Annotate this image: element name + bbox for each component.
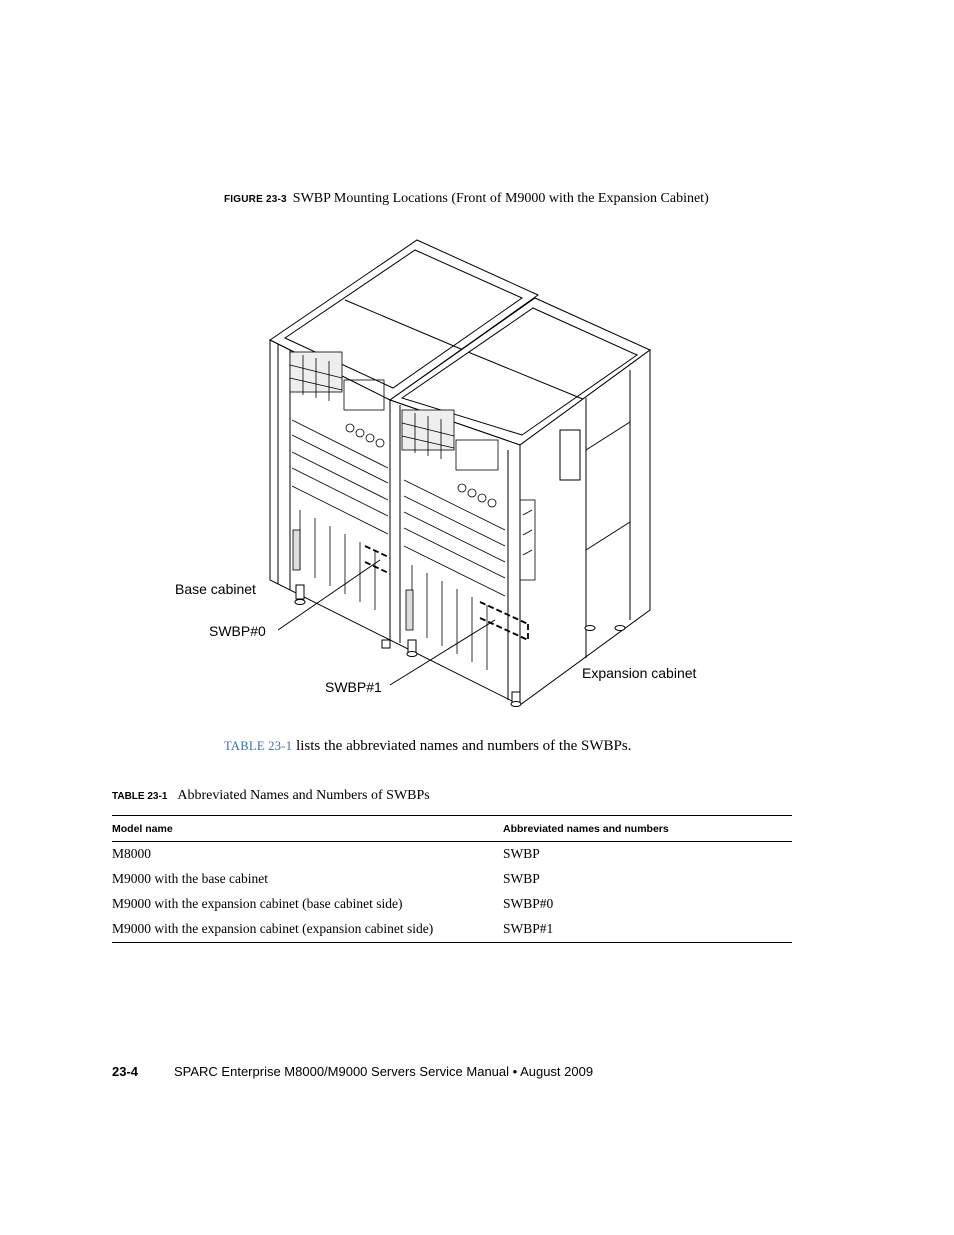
- table-row: [112, 842, 792, 868]
- cell-abbrev: SWBP#1: [503, 917, 792, 943]
- cell-model: M8000: [112, 846, 152, 861]
- footer-text: SPARC Enterprise M8000/M9000 Servers Service Manual • August 2009: [174, 1064, 594, 1079]
- swbp-table: [112, 815, 792, 943]
- cell-model: M9000 with the expansion cabinet (expansion cabinet side): [112, 917, 503, 943]
- figure-number: FIGURE 23-3: [224, 194, 287, 205]
- callout-expansion-cabinet: Expansion cabinet: [582, 665, 697, 681]
- figure-title: SWBP Mounting Locations (Front of M9000 with the Expansion Cabinet): [292, 191, 709, 206]
- cell-abbrev: SWBP#0: [503, 896, 554, 911]
- cabinet-illustration: [150, 230, 770, 720]
- callout-swbp0: SWBP#0: [209, 623, 266, 639]
- table-number: TABLE 23-1: [112, 791, 168, 802]
- table-row: [112, 892, 792, 917]
- cell-abbrev: SWBP: [503, 871, 540, 886]
- table-xref-link[interactable]: TABLE 23-1: [224, 739, 293, 753]
- paragraph-text: lists the abbreviated names and numbers of the SWBPs.: [292, 738, 632, 754]
- figure-caption: [224, 191, 709, 207]
- body-paragraph: [224, 738, 631, 755]
- page-footer: [112, 1064, 593, 1079]
- header-model-name: Model name: [112, 816, 503, 842]
- table-title: Abbreviated Names and Numbers of SWBPs: [177, 788, 430, 803]
- table-row: [112, 917, 792, 943]
- callout-base-cabinet: Base cabinet: [175, 581, 256, 597]
- page-number: 23-4: [112, 1064, 139, 1079]
- cell-model: M9000 with the expansion cabinet (base cabinet side): [112, 896, 403, 911]
- cell-model: M9000 with the base cabinet: [112, 871, 268, 886]
- cell-abbrev: SWBP: [503, 846, 540, 861]
- table-caption: [112, 788, 430, 804]
- table-header-row: [112, 816, 792, 842]
- table-row: [112, 867, 792, 892]
- callout-swbp1: SWBP#1: [325, 679, 382, 695]
- header-abbreviated-names: Abbreviated names and numbers: [503, 816, 792, 842]
